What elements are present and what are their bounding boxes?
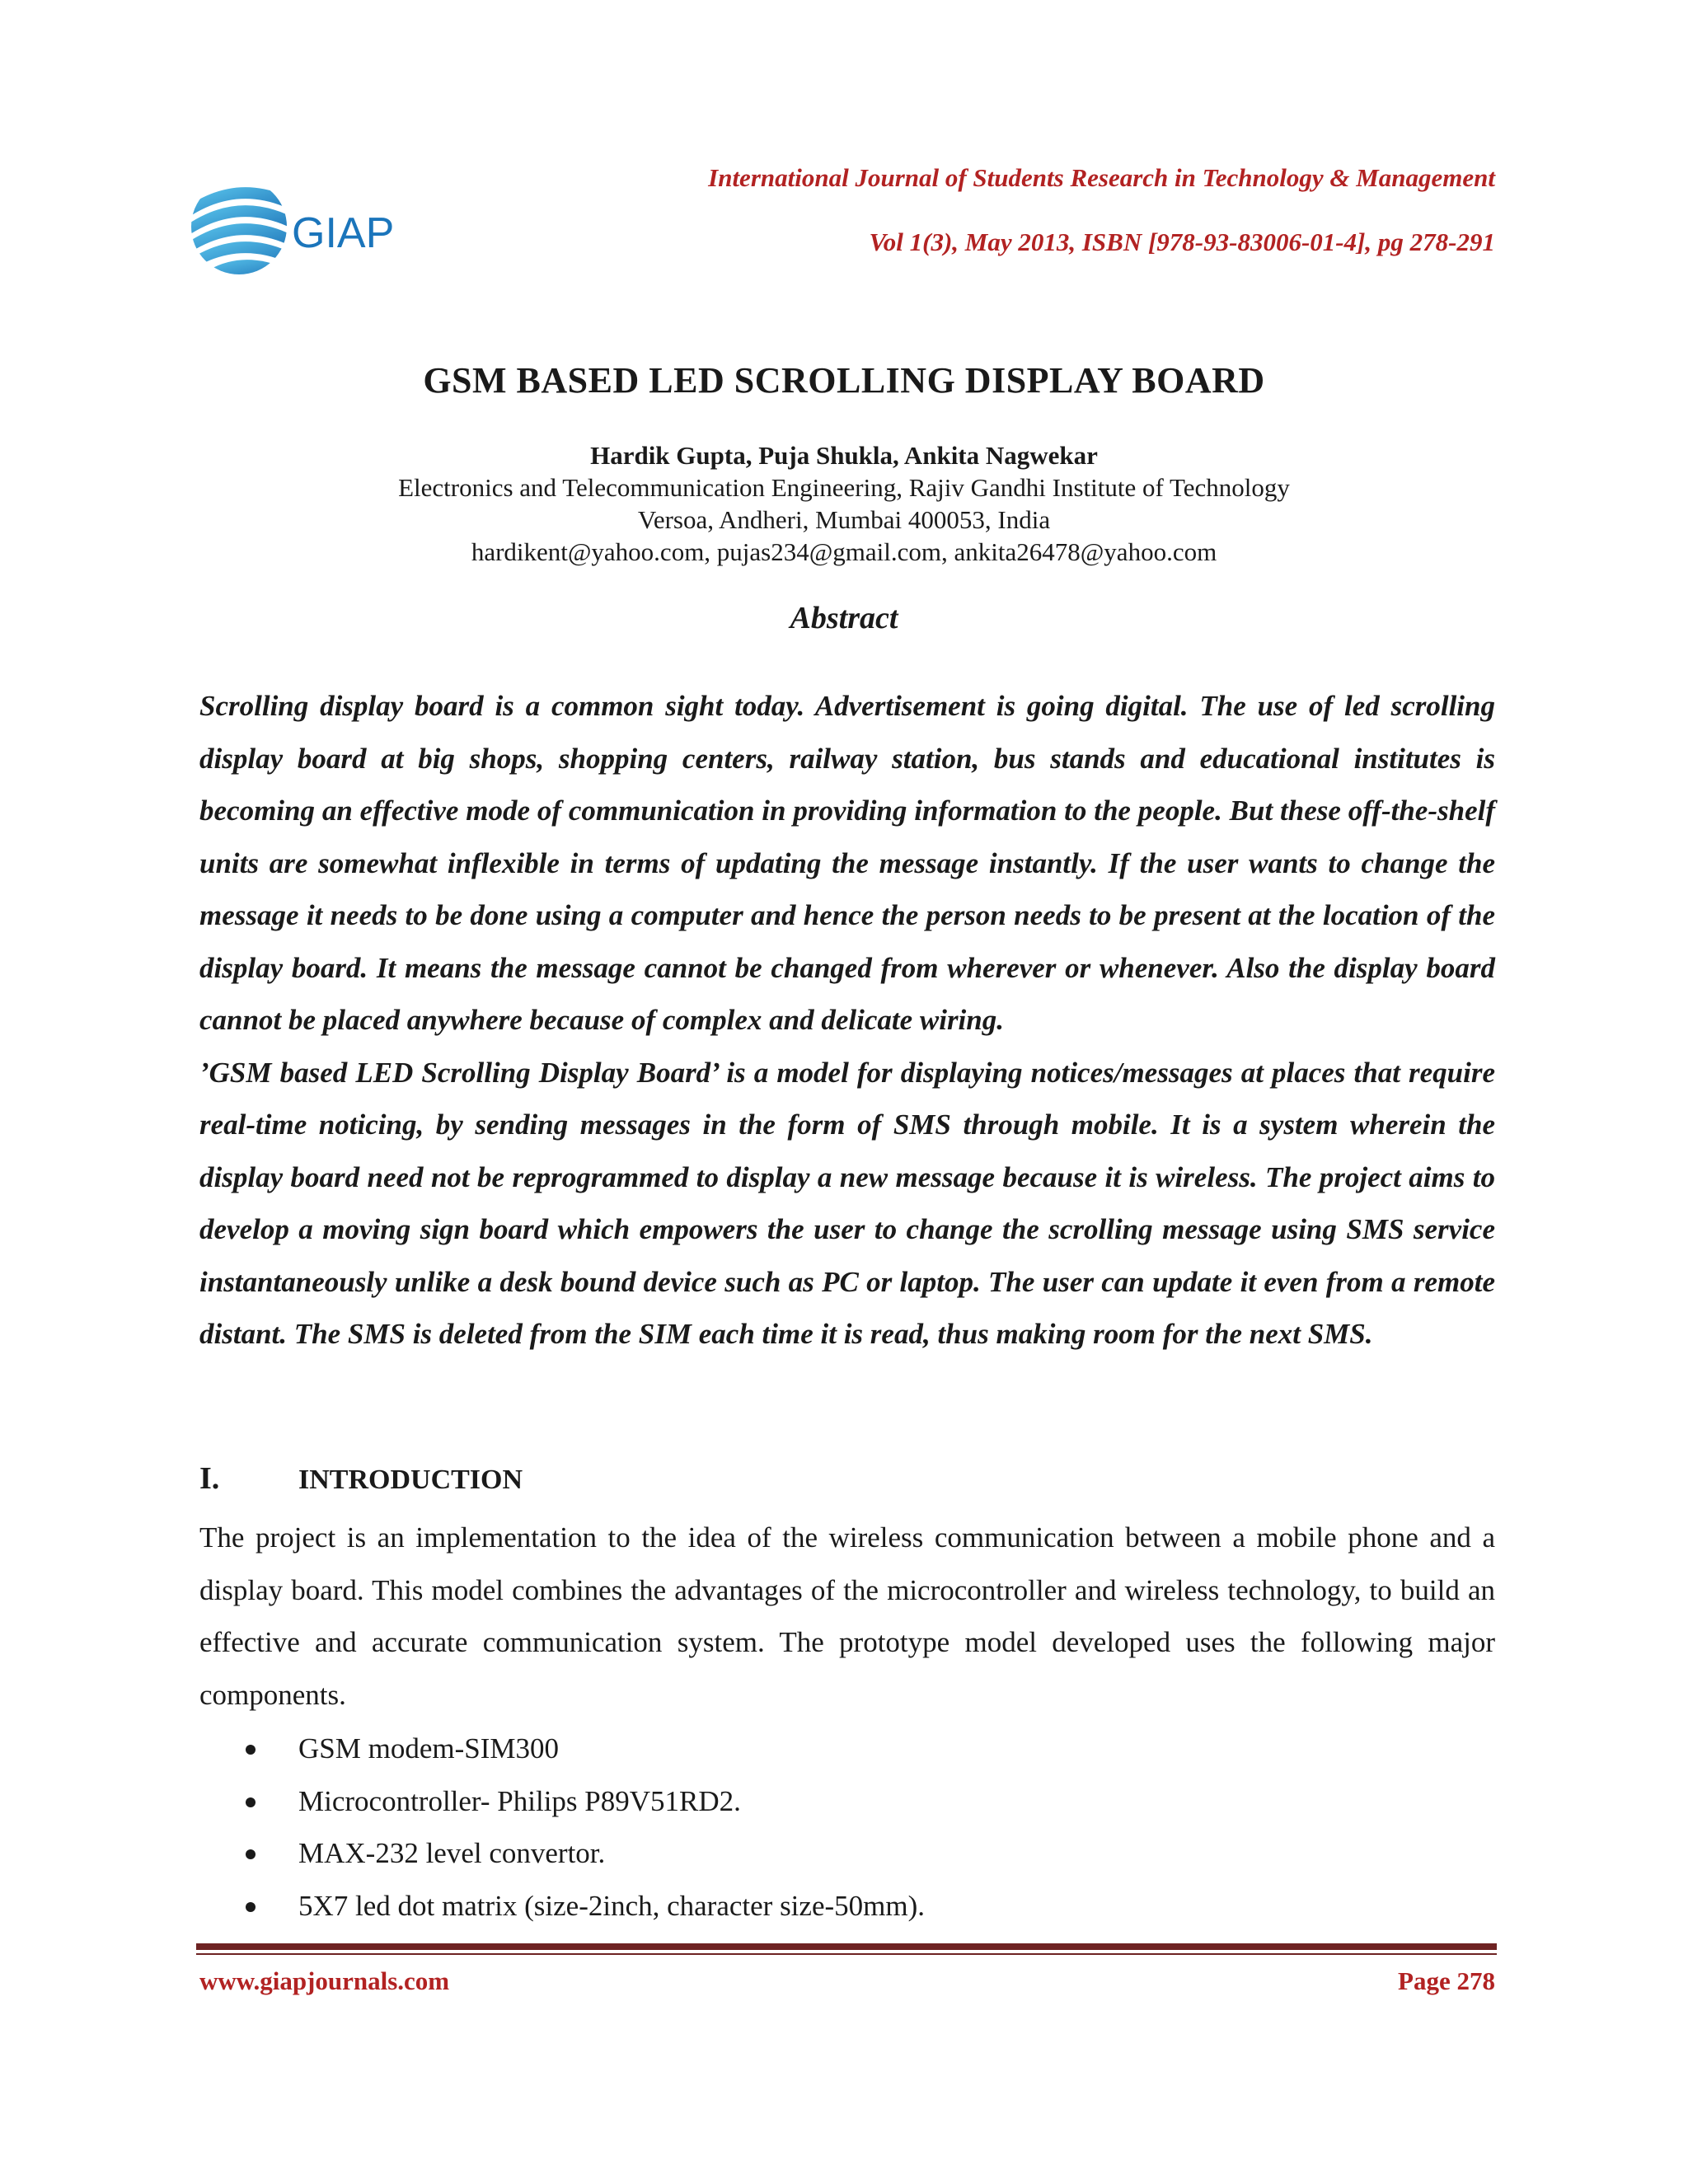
journal-name: International Journal of Students Research in Technology & Management: [708, 163, 1495, 192]
list-item: [199, 1827, 925, 1880]
affiliation-line-1: Electronics and Telecommunication Engineering, Rajiv Gandhi Institute of Technology: [398, 473, 1290, 502]
list-item: [199, 1880, 925, 1933]
affiliation-line-2: Versoa, Andheri, Mumbai 400053, India: [637, 505, 1051, 534]
bullet-icon: [246, 1745, 256, 1755]
footer-page-number: Page 278: [1398, 1966, 1495, 1995]
paper-title: GSM BASED LED SCROLLING DISPLAY BOARD: [423, 360, 1265, 401]
abstract-paragraph-2: ’GSM based LED Scrolling Display Board’ is a model for displaying notices/messages at places that require real-time noticing, by sending messages in the form of SMS through mobile. It is a system wherein the display board need not be reprogrammed to display a new message because it is wireless. The project aims to develop a moving sign board which empowers the user to change the scrolling message using SMS service instantaneously unlike a desk bound device such as PC or laptop. The user can update it even from a remote distant. The SMS is deleted from the SIM each time it is read, thus making room for the next SMS.: [199, 1056, 1495, 1350]
section-heading-introduction: [199, 1460, 523, 1497]
introduction-paragraph: The project is an implementation to the idea of the wireless communication between a mobile phone and a display board. This model combines the advantages of the microcontroller and wireless technology, to build an effective and accurate communication system. The prototype model developed uses the following major components.: [199, 1521, 1495, 1711]
section-title: INTRODUCTION: [298, 1465, 523, 1495]
journal-issue: Vol 1(3), May 2013, ISBN [978-93-83006-01-4], pg 278-291: [869, 227, 1495, 256]
abstract-heading: Abstract: [790, 601, 898, 635]
footer-rule-thin: [196, 1953, 1497, 1955]
bullet-icon: [246, 1902, 256, 1912]
list-item-text: 5X7 led dot matrix (size-2inch, character size-50mm).: [298, 1889, 925, 1922]
bullet-icon: [246, 1797, 256, 1807]
footer-website-link[interactable]: www.giapjournals.com: [199, 1966, 450, 1995]
logo-text: GIAP: [292, 209, 395, 257]
authors: Hardik Gupta, Puja Shukla, Ankita Nagwekar: [590, 441, 1098, 470]
list-item: [199, 1722, 925, 1775]
giap-logo: [188, 173, 410, 280]
list-item: [199, 1775, 925, 1828]
components-list: [199, 1722, 925, 1932]
section-number: I.: [199, 1461, 220, 1496]
author-emails: hardikent@yahoo.com, pujas234@gmail.com, ankita26478@yahoo.com: [471, 537, 1217, 566]
globe-icon: [188, 187, 290, 280]
footer-rule: [196, 1943, 1497, 1950]
list-item-text: Microcontroller- Philips P89V51RD2.: [298, 1784, 741, 1817]
list-item-text: GSM modem-SIM300: [298, 1732, 559, 1765]
bullet-icon: [246, 1849, 256, 1859]
abstract-body: [199, 680, 1495, 1361]
abstract-paragraph-1: Scrolling display board is a common sight today. Advertisement is going digital. The use of led scrolling display board at big shops, shopping centers, railway station, bus stands and educational institutes is becoming an effective mode of communication in providing information to the people. But these off-the-shelf units are somewhat inflexible in terms of updating the message instantly. If the user wants to change the message it needs to be done using a computer and hence the person needs to be present at the location of the display board. It means the message cannot be changed from wherever or whenever. Also the display board cannot be placed anywhere because of complex and delicate wiring.: [199, 690, 1495, 1036]
list-item-text: MAX-232 level convertor.: [298, 1837, 606, 1869]
